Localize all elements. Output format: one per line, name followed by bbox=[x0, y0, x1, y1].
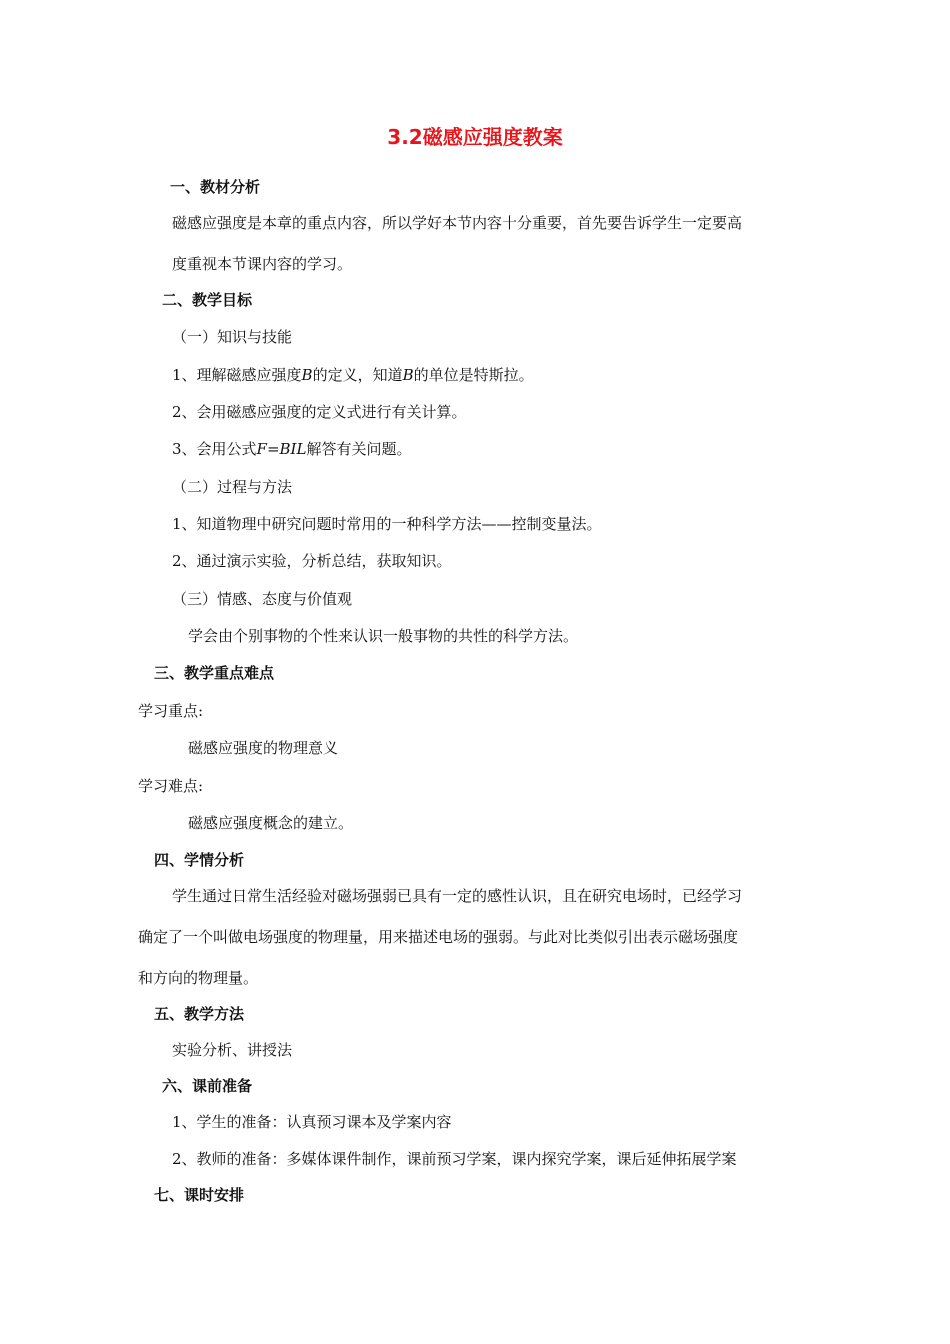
list-item bbox=[172, 365, 534, 385]
section-4-heading: 四、学情分析 bbox=[154, 851, 245, 869]
subsection-heading: （三）情感、态度与价值观 bbox=[172, 590, 353, 608]
section-5-heading: 五、教学方法 bbox=[154, 1005, 245, 1023]
list-item: 1、学生的准备：认真预习课本及学案内容 bbox=[172, 1113, 452, 1131]
section-4-paragraph-line: 学生通过日常生活经验对磁场强弱已具有一定的感性认识，且在研究电场时，已经学习 bbox=[172, 887, 743, 905]
key-point-label: 学习重点: bbox=[138, 702, 204, 720]
difficulty-text: 磁感应强度概念的建立。 bbox=[188, 814, 354, 832]
section-4-paragraph-line: 确定了一个叫做电场强度的物理量，用来描述电场的强弱。与此对比类似引出表示磁场强度 bbox=[138, 928, 739, 946]
list-item: 1、知道物理中研究问题时常用的一种科学方法——控制变量法。 bbox=[172, 515, 602, 533]
symbol-b: B bbox=[402, 366, 414, 384]
subsection-heading: （一）知识与技能 bbox=[172, 328, 293, 346]
section-3-heading: 三、教学重点难点 bbox=[154, 664, 275, 682]
list-item: 学会由个别事物的个性来认识一般事物的共性的科学方法。 bbox=[188, 627, 579, 645]
section-5-text: 实验分析、讲授法 bbox=[172, 1041, 293, 1059]
difficulty-label: 学习难点: bbox=[138, 777, 204, 795]
subsection-heading: （二）过程与方法 bbox=[172, 478, 293, 496]
list-item-text: 的定义，知道 bbox=[312, 366, 403, 384]
section-6-heading: 六、课前准备 bbox=[162, 1077, 253, 1095]
list-item bbox=[172, 439, 411, 459]
list-item-text: 解答有关问题。 bbox=[306, 440, 412, 458]
symbol-b: B bbox=[301, 366, 313, 384]
formula: F=BIL bbox=[256, 440, 307, 458]
section-2-heading: 二、教学目标 bbox=[162, 291, 253, 309]
document-title: 3.2磁感应强度教案 bbox=[387, 125, 563, 149]
key-point-text: 磁感应强度的物理意义 bbox=[188, 739, 339, 757]
list-item-text: 1、理解磁感应强度 bbox=[172, 366, 302, 384]
section-4-paragraph-line: 和方向的物理量。 bbox=[138, 969, 259, 987]
list-item-text: 3、会用公式 bbox=[172, 440, 257, 458]
list-item-text: 的单位是特斯拉。 bbox=[413, 366, 534, 384]
section-1-paragraph-line: 磁感应强度是本章的重点内容，所以学好本节内容十分重要，首先要告诉学生一定要高 bbox=[172, 214, 743, 232]
section-1-paragraph-line: 度重视本节课内容的学习。 bbox=[172, 255, 353, 273]
list-item: 2、通过演示实验，分析总结，获取知识。 bbox=[172, 552, 452, 570]
list-item: 2、会用磁感应强度的定义式进行有关计算。 bbox=[172, 403, 467, 421]
list-item: 2、教师的准备：多媒体课件制作，课前预习学案，课内探究学案，课后延伸拓展学案 bbox=[172, 1150, 737, 1168]
section-7-heading: 七、课时安排 bbox=[154, 1186, 245, 1204]
section-1-heading: 一、教材分析 bbox=[170, 178, 261, 196]
